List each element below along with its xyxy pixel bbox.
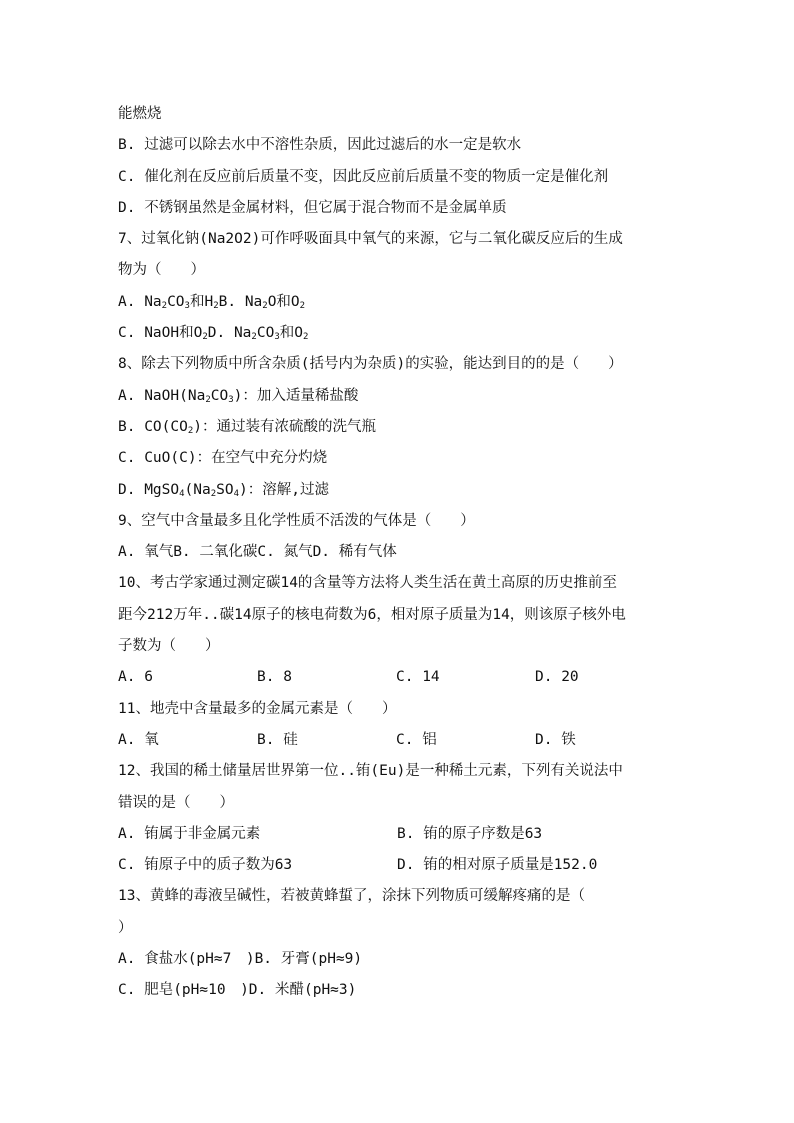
q11-option-a: A. 氧 xyxy=(118,731,159,748)
q8-option-c: C. CuO(C)：在空气中充分灼烧 xyxy=(118,450,328,467)
q10-option-c: C. 14 xyxy=(396,669,440,686)
q12-option-b: B. 铕的原子序数是63 xyxy=(397,825,543,842)
q10-option-b: B. 8 xyxy=(257,669,292,686)
q6-option-c: C. 催化剂在反应前后质量不变，因此反应前后质量不变的物质一定是催化剂 xyxy=(118,168,609,185)
q11-option-c: C. 铝 xyxy=(396,731,437,748)
q11-stem: 11、地壳中含量最多的金属元素是（ ） xyxy=(118,700,397,717)
q12-stem-line-2: 错误的是（ ） xyxy=(118,794,234,811)
q10-option-d: D. 20 xyxy=(535,669,579,686)
q7-options-cd: C. NaOH和$O_2D$. $Na_2CO_3$和$O_2$ xyxy=(118,325,309,343)
q8-option-d: D. $MgSO_4(Na_2SO_4)$：溶解,过滤 xyxy=(118,481,330,499)
q6-option-d: D. 不锈钢虽然是金属材料，但它属于混合物而不是金属单质 xyxy=(118,199,507,216)
q10-stem-line-1: 10、考古学家通过测定碳14的含量等方法将人类生活在黄土高原的历史推前至 xyxy=(118,575,617,592)
q12-option-a: A. 铕属于非金属元素 xyxy=(118,825,261,842)
q8-option-b: B. $CO(CO_2)$：通过装有浓硫酸的洗气瓶 xyxy=(118,418,376,436)
q10-stem-line-3: 子数为（ ） xyxy=(118,638,220,655)
q6-option-b: B. 过滤可以除去水中不溶性杂质，因此过滤后的水一定是软水 xyxy=(118,137,522,154)
q11-option-b: B. 硅 xyxy=(257,731,298,748)
q10-option-a: A. 6 xyxy=(118,669,153,686)
q7-stem-line-2: 物为（ ） xyxy=(118,262,205,279)
q12-stem-line-1: 12、我国的稀土储量居世界第一位..铕(Eu)是一种稀土元素，下列有关说法中 xyxy=(118,763,623,780)
q8-option-a: A. $NaOH(Na_2CO_3)$：加入适量稀盐酸 xyxy=(118,387,359,405)
q12-option-d: D. 铕的相对原子质量是152.0 xyxy=(397,857,598,874)
q12-options-cd xyxy=(118,850,678,881)
q13-options-cd: C. 肥皂(pH≈10 )D. 米醋(pH≈3) xyxy=(118,982,357,999)
q11-option-d: D. 铁 xyxy=(535,731,576,748)
q7-stem-line-1: 7、过氧化钠(Na2O2)可作呼吸面具中氧气的来源，它与二氧化碳反应后的生成 xyxy=(118,231,623,248)
q12-option-c: C. 铕原子中的质子数为63 xyxy=(118,857,293,874)
q9-stem: 9、空气中含量最多且化学性质不活泼的气体是（ ） xyxy=(118,512,475,529)
q10-stem-line-2: 距今212万年..碳14原子的核电荷数为6，相对原子质量为14，则该原子核外电 xyxy=(118,606,626,623)
q13-options-ab: A. 食盐水(pH≈7 )B. 牙膏(pH≈9) xyxy=(118,951,363,968)
question-content xyxy=(118,99,678,1007)
q13-stem-line-1: 13、黄蜂的毒液呈碱性，若被黄蜂蜇了，涂抹下列物质可缓解疼痛的是（ xyxy=(118,888,585,905)
q12-options-ab xyxy=(118,819,678,850)
q9-options: A. 氧气B. 二氧化碳C. 氮气D. 稀有气体 xyxy=(118,544,397,561)
q13-stem-line-2: ） xyxy=(118,919,133,936)
q11-options xyxy=(118,725,678,756)
text-line: 能燃烧 xyxy=(118,106,162,122)
q7-options-ab: A. $Na_2CO_3$和$H_2B$. $Na_2O$和$O_2$ xyxy=(118,293,306,311)
q10-options xyxy=(118,662,678,693)
q8-stem: 8、除去下列物质中所含杂质(括号内为杂质)的实验，能达到目的的是（ ） xyxy=(118,356,623,373)
